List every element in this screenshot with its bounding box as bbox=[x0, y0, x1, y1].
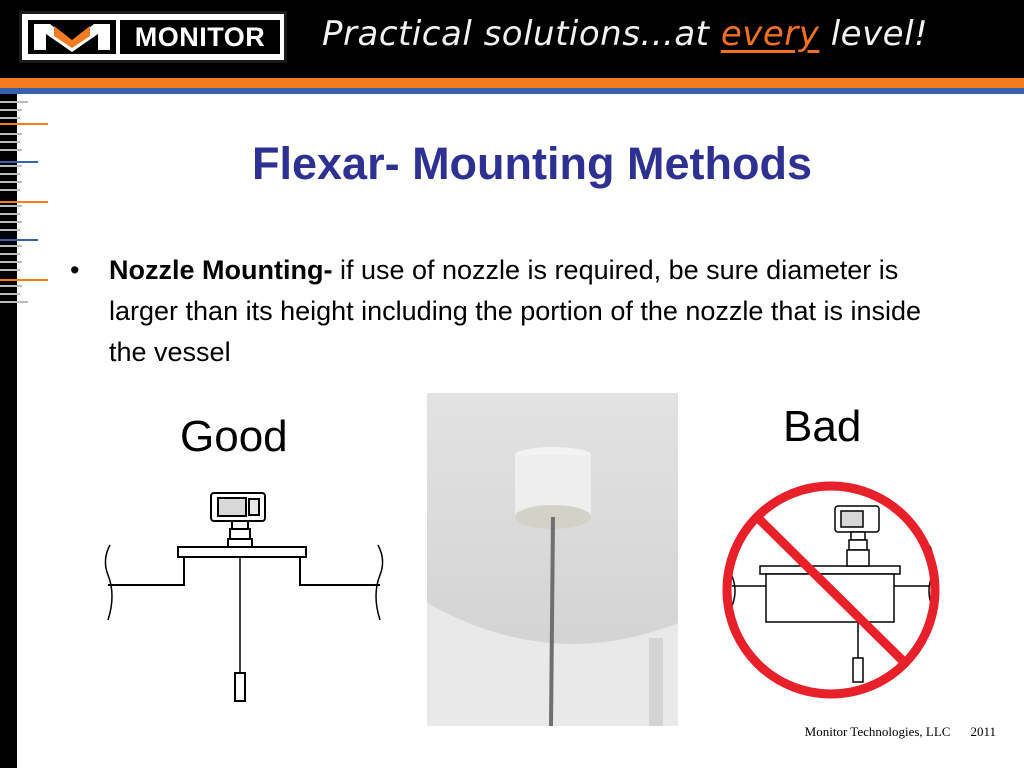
good-label: Good bbox=[180, 412, 288, 461]
bullet-symbol: • bbox=[70, 255, 80, 285]
nozzle-photo bbox=[427, 393, 678, 726]
bullet-body: if use of nozzle is required, be sure diameter is larger than its height including the portion of the nozzle that is inside the vessel bbox=[109, 255, 922, 367]
tagline bbox=[322, 14, 928, 54]
header-bar bbox=[0, 0, 1024, 78]
monitor-logo bbox=[19, 11, 287, 63]
bad-label: Bad bbox=[783, 402, 862, 451]
tagline-end: level! bbox=[819, 14, 929, 54]
footer-year: 2011 bbox=[970, 724, 996, 739]
logo-word: MONITOR bbox=[120, 20, 280, 54]
bad-mounting-diagram bbox=[718, 476, 944, 704]
tagline-highlight: every bbox=[720, 14, 820, 54]
footer bbox=[805, 724, 996, 740]
good-mounting-diagram bbox=[100, 485, 390, 710]
bullet-bold-lead: Nozzle Mounting- bbox=[109, 255, 333, 285]
bullet-text bbox=[109, 250, 959, 373]
tagline-start: Practical solutions...at bbox=[322, 14, 721, 54]
footer-company: Monitor Technologies, LLC bbox=[804, 724, 951, 739]
orange-stripe bbox=[0, 78, 1024, 88]
left-decor-ticks bbox=[0, 94, 60, 324]
slide-title: Flexar- Mounting Methods bbox=[252, 138, 812, 189]
blue-stripe bbox=[0, 88, 1024, 94]
logo-m-mark-icon bbox=[28, 20, 116, 54]
